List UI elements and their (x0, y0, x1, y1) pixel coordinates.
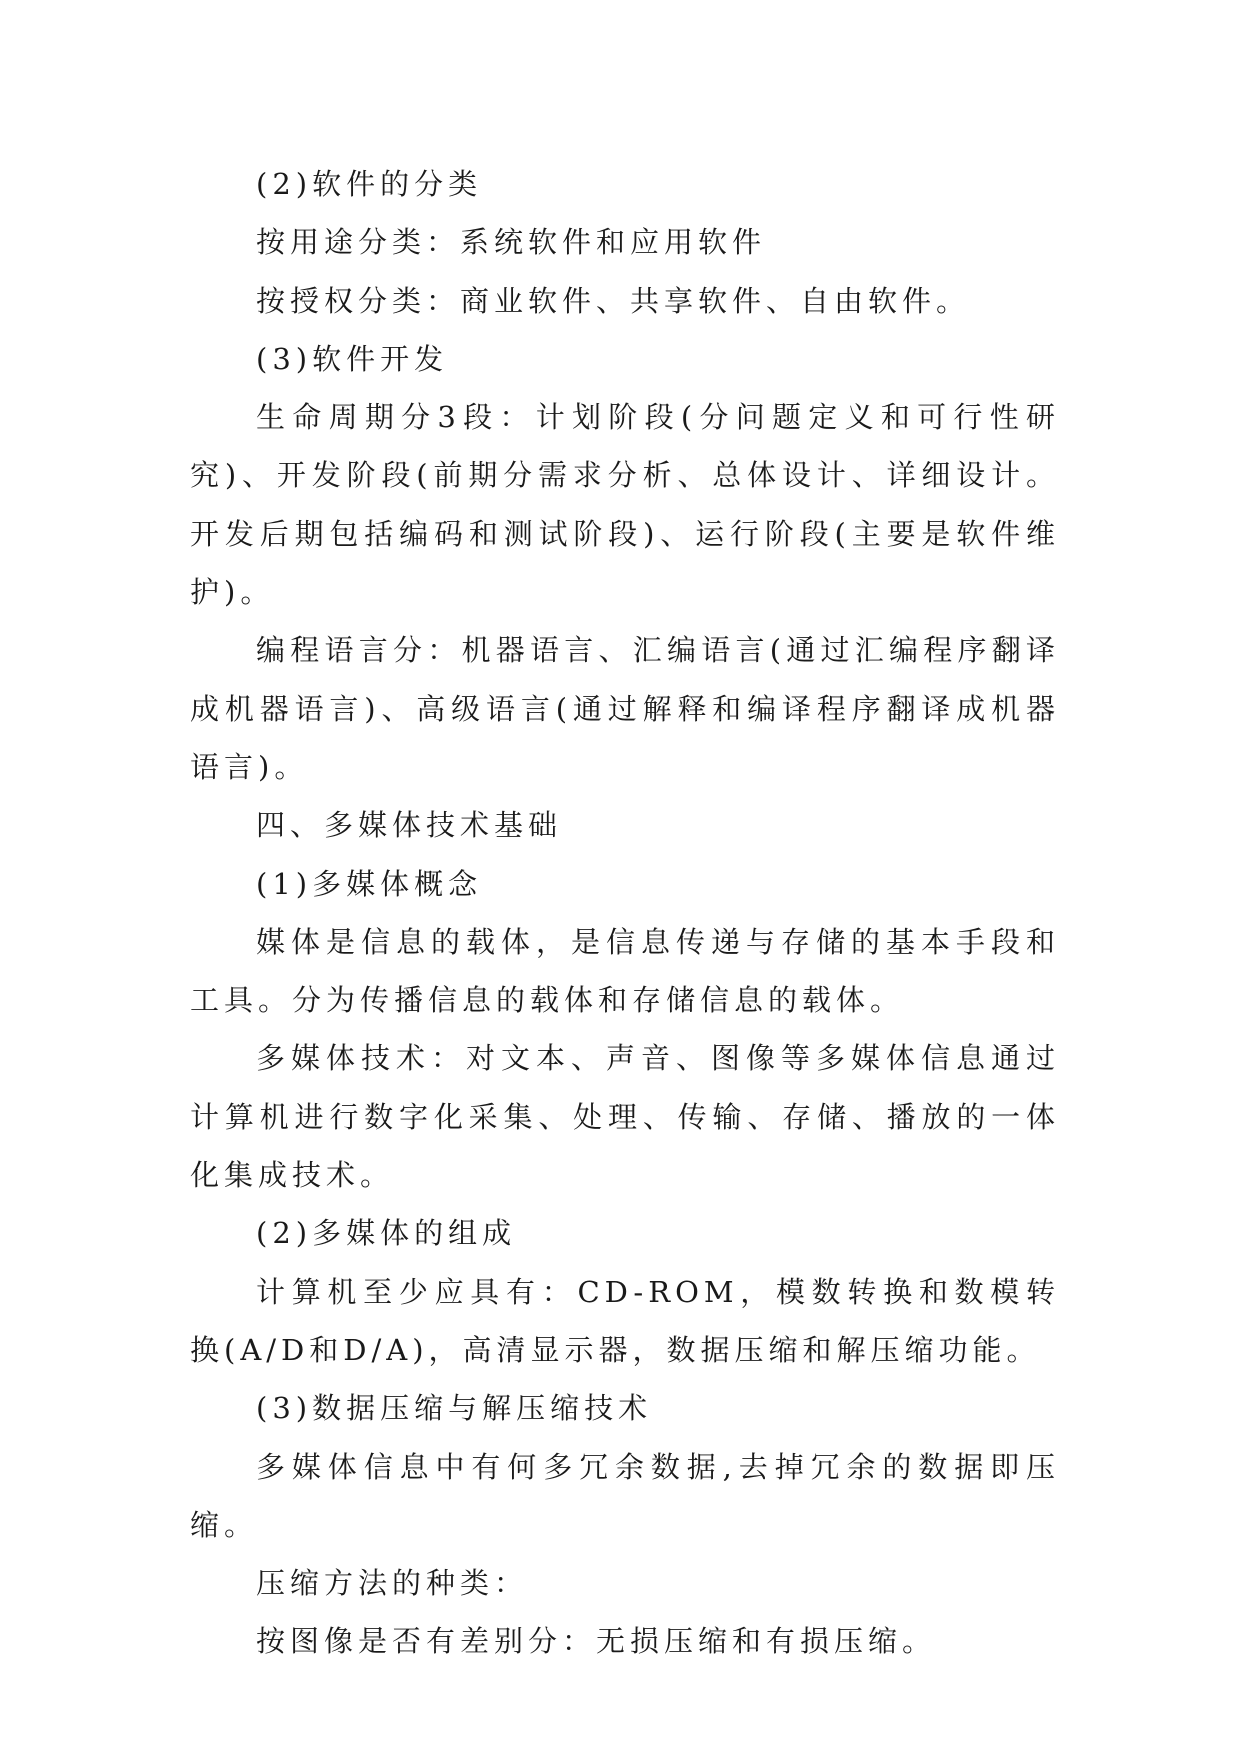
subheading-multimedia-composition: (2)多媒体的组成 (256, 1216, 517, 1251)
subheading-multimedia-concept: (1)多媒体概念 (256, 866, 483, 901)
paragraph-lossless-lossy: 按图像是否有差别分：无损压缩和有损压缩。 (256, 1624, 937, 1659)
paragraph-life-cycle: 生命周期分3段：计划阶段(分问题定义和可行性研究)、开发阶段(前期分需求分析、总体设计、详细设计。开发后期包括编码和测试阶段)、运行阶段(主要是软件维护)。 (190, 400, 1060, 610)
paragraph-programming-languages: 编程语言分：机器语言、汇编语言(通过汇编程序翻译成机器语言)、高级语言(通过解释和编译程序翻译成机器语言)。 (190, 633, 1060, 784)
paragraph-compression-types: 压缩方法的种类： (256, 1566, 529, 1601)
subheading-software-classification: (2)软件的分类 (256, 167, 483, 201)
document-body (190, 155, 1060, 1671)
section-heading-multimedia: 四、多媒体技术基础 (256, 808, 563, 843)
paragraph-by-license: 按授权分类：商业软件、共享软件、自由软件。 (256, 283, 971, 318)
paragraph-multimedia-technology: 多媒体技术：对文本、声音、图像等多媒体信息通过计算机进行数字化采集、处理、传输、存储、播放的一体化集成技术。 (190, 1041, 1060, 1193)
paragraph-redundant-data: 多媒体信息中有何多冗余数据,去掉冗余的数据即压缩。 (190, 1449, 1060, 1542)
subheading-software-development: (3)软件开发 (256, 341, 449, 376)
paragraph-computer-requirements: 计算机至少应具有：CD-ROM，模数转换和数模转换(A/D和D/A)，高清显示器，数据压缩和解压缩功能。 (190, 1274, 1060, 1367)
subheading-compression: (3)数据压缩与解压缩技术 (256, 1391, 653, 1426)
paragraph-by-purpose: 按用途分类：系统软件和应用软件 (256, 225, 767, 260)
paragraph-media-definition: 媒体是信息的载体，是信息传递与存储的基本手段和工具。分为传播信息的载体和存储信息的载体。 (190, 924, 1060, 1018)
